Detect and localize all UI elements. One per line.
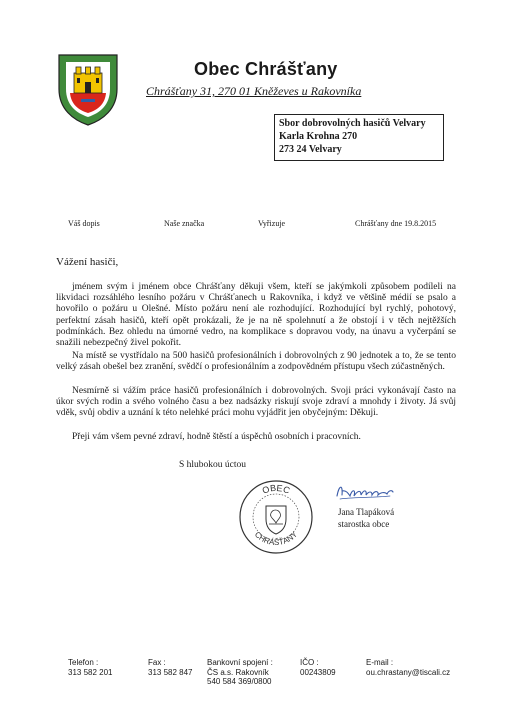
bank-account: 540 584 369/0800 (207, 677, 272, 686)
body-paragraph-3: Nesmírně si vážím práce hasičů profesionálních i dobrovolných. Svoji práci vykonávají často na úkor svých rodin a svého volného času a bez nadsázky riskují svoje zdraví a mnohdy i životy. Já svůj vděk, svůj obdiv a uznání k této nelehké práci mohu vyjádřit jen obyčejným: Děkuji. (56, 386, 456, 419)
salutation: Vážení hasiči, (56, 256, 119, 268)
recipient-street: Karla Krohna 270 (279, 131, 358, 142)
fax-value: 313 582 847 (148, 667, 193, 677)
signer-role: starostka obce (338, 519, 390, 529)
recipient-city: 273 24 Velvary (279, 144, 342, 155)
ref-our-mark: Naše značka (164, 219, 205, 228)
footer-bank (207, 658, 273, 687)
footer-phone (68, 658, 113, 677)
svg-text:OBEC (261, 483, 292, 496)
official-stamp-icon (238, 479, 314, 555)
coat-of-arms-icon (57, 53, 119, 127)
handwritten-signature (334, 481, 396, 503)
signer-name: Jana Tlapáková (338, 507, 395, 517)
ref-handled-by: Vyřizuje (258, 219, 286, 228)
footer-ico (300, 658, 336, 677)
email-value: ou.chrastany@tiscali.cz (366, 667, 451, 677)
body-paragraph-1: jménem svým i jménem obce Chrášťany děkuji všem, kteří se jakýmkoli způsobem podíleli na likvidaci rozsáhlého lesního požáru v Chrášťanech u Rakovníka, i když ve většině médií se psalo a hovořilo o požáru u Olešné. Místo požáru není ale rozhodující. Rozhodující byl rychlý, pohotový, perfektní zásah hasičů, kteří opět prokázali, že je na ně spolehnutí a že obstojí i v těch nejtěžších podmínkách. Bez ohledu na úmorné vedro, na komplikace s dopravou vody, na únavu a vyčerpání se snažili nebezpečný živel pokořit. (56, 282, 456, 349)
organization-name: Obec Chrášťany (194, 59, 338, 79)
svg-text:CHRÁŠŤANY (253, 529, 300, 547)
closing-phrase: S hlubokou úctou (179, 460, 247, 470)
recipient-name: Sbor dobrovolných hasičů Velvary (279, 118, 426, 129)
organization-address: Chrášťany 31, 270 01 Kněževes u Rakovníka (146, 84, 362, 98)
footer-fax (148, 658, 193, 677)
phone-label: Telefon : (68, 658, 99, 667)
footer-email (366, 658, 450, 677)
body-paragraph-4: Přeji vám všem pevné zdraví, hodně štěstí a úspěchů osobních i pracovních. (72, 432, 361, 442)
ico-value: 00243809 (300, 667, 336, 677)
ico-label: IČO : (300, 658, 319, 667)
fax-label: Fax : (148, 658, 166, 667)
stamp-top-text: OBEC (260, 482, 292, 496)
bank-name: ČS a.s. Rakovník (207, 667, 269, 677)
bank-label: Bankovní spojení : (207, 658, 273, 667)
letter-date: Chrášťany dne 19.8.2015 (355, 219, 437, 228)
stamp-bottom-text: CHRÁŠŤANY (252, 529, 300, 548)
email-label: E-mail : (366, 658, 394, 667)
ref-your-letter: Váš dopis (68, 219, 100, 228)
phone-value: 313 582 201 (68, 667, 113, 677)
body-paragraph-2: Na místě se vystřídalo na 500 hasičů profesionálních i dobrovolných z 90 jednotek a to, že se tento velký zásah obešel bez zranění, svědčí o profesionálním a zodpovědném přístupu všech zúčastněných. (56, 351, 456, 373)
